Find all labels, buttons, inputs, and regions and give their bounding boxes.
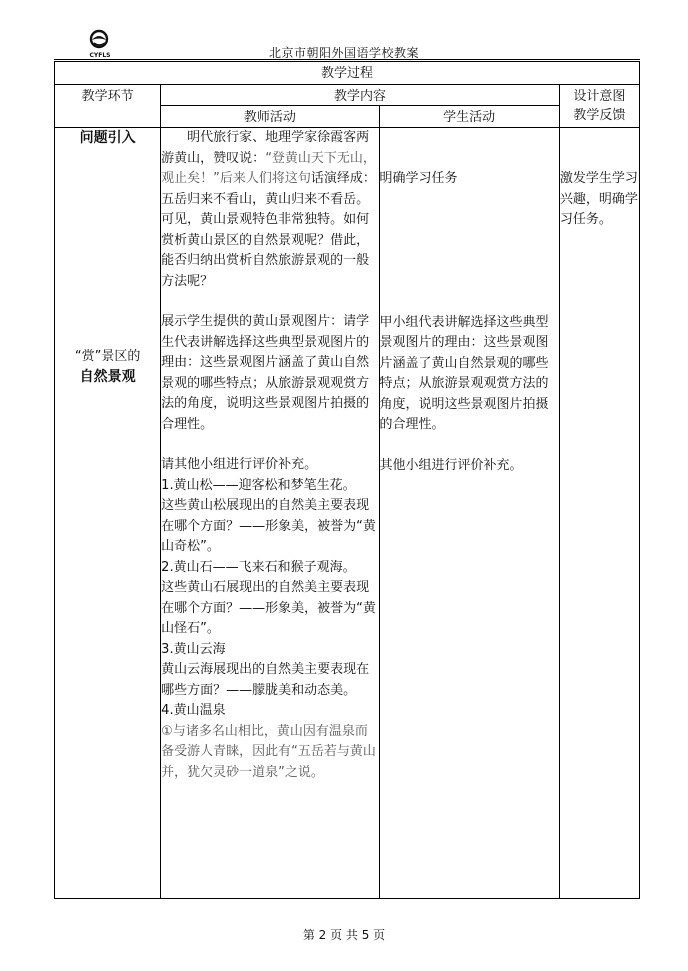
student-task: 明确学习任务 <box>379 171 458 186</box>
stage-intro: 问题引入 <box>79 130 136 146</box>
header-teacher: 教师活动 <box>161 106 379 128</box>
teacher-spring-note: ①与诸多名山相比，黄山因有温泉而备受游人青睐，因此有“五岳若与黄山并，犹欠灵砂一道泉”之说。 <box>161 723 376 780</box>
teacher-intro-c: 话演绎成：五岳归来不看山，黄山归来不看岳。可见，黄山景观特色非常独特。如何赏析黄山景区的自然景观呢？借此，能否归纳出赏析自然旅游景观的一般方法呢？ <box>161 171 376 289</box>
teacher-item-spring: 4.黄山温泉 <box>161 703 226 718</box>
page-number: 第 2 页 共 5 页 <box>302 928 386 942</box>
school-name: 北京市朝阳外国语学校教案 <box>268 46 419 60</box>
student-activity-cell <box>379 128 559 899</box>
table-title: 教学过程 <box>55 62 640 85</box>
header-design-line1: 设计意图 <box>573 89 626 104</box>
teacher-pine-question: 这些黄山松展现出的自然美主要表现在哪个方面？——形象美，被誉为“黄山奇松”。 <box>161 498 376 554</box>
teacher-item-rock: 2.黄山石——飞来石和猴子观海。 <box>161 559 356 575</box>
teacher-item-pine: 1.黄山松——迎客松和梦笔生花。 <box>161 477 356 493</box>
student-peer-review: 其他小组进行评价补充。 <box>379 457 523 473</box>
header-content: 教学内容 <box>161 85 560 106</box>
teacher-intro-quote: “登黄山天下无山，观止矣！”后来人们将这句 <box>161 150 376 186</box>
header-design <box>559 85 639 128</box>
logo-text: CYFLS <box>89 52 111 59</box>
header-divider <box>54 59 640 60</box>
student-explain: 甲小组代表讲解选择这些典型景观图片的理由：这些景观图片涵盖了黄山自然景观的哪些特点；从旅游景观观赏方法的角度，说明这些景观图片拍摄的合理性。 <box>379 314 549 432</box>
teacher-item-cloud: 3.黄山云海 <box>161 641 226 657</box>
stage-appreciate-line1: “赏”景区的 <box>74 348 141 364</box>
teacher-show-images: 展示学生提供的黄山景观图片：请学生代表讲解选择这些典型景观图片的理由：这些景观图片涵盖了黄山自然景观的哪些特点；从旅游景观观赏方法的角度，说明这些景观图片拍摄的合理性。 <box>161 314 370 432</box>
teacher-activity-cell <box>161 128 379 899</box>
stage-appreciate-line2: 自然景观 <box>79 369 136 385</box>
design-intent-cell <box>559 128 639 899</box>
teacher-rock-question: 这些黄山石展现出的自然美主要表现在哪个方面？——形象美，被誉为“黄山怪石”。 <box>161 580 376 636</box>
teacher-cloud-question: 黄山云海展现出的自然美主要表现在哪些方面？——朦胧美和动态美。 <box>161 662 370 698</box>
stage-cell <box>55 128 161 899</box>
teacher-peer-review: 请其他小组进行评价补充。 <box>161 457 318 472</box>
header-stage: 教学环节 <box>55 85 161 128</box>
lesson-process-table <box>54 61 640 899</box>
header-design-line2: 教学反馈 <box>573 108 626 123</box>
design-intent-text: 激发学生学习兴趣，明确学习任务。 <box>559 171 638 227</box>
teacher-intro-a: 明代旅行家、地理学家徐霞客两游黄山，赞叹说： <box>161 130 370 166</box>
header-student: 学生活动 <box>379 106 559 128</box>
teacher-intro-paragraph <box>161 128 378 292</box>
